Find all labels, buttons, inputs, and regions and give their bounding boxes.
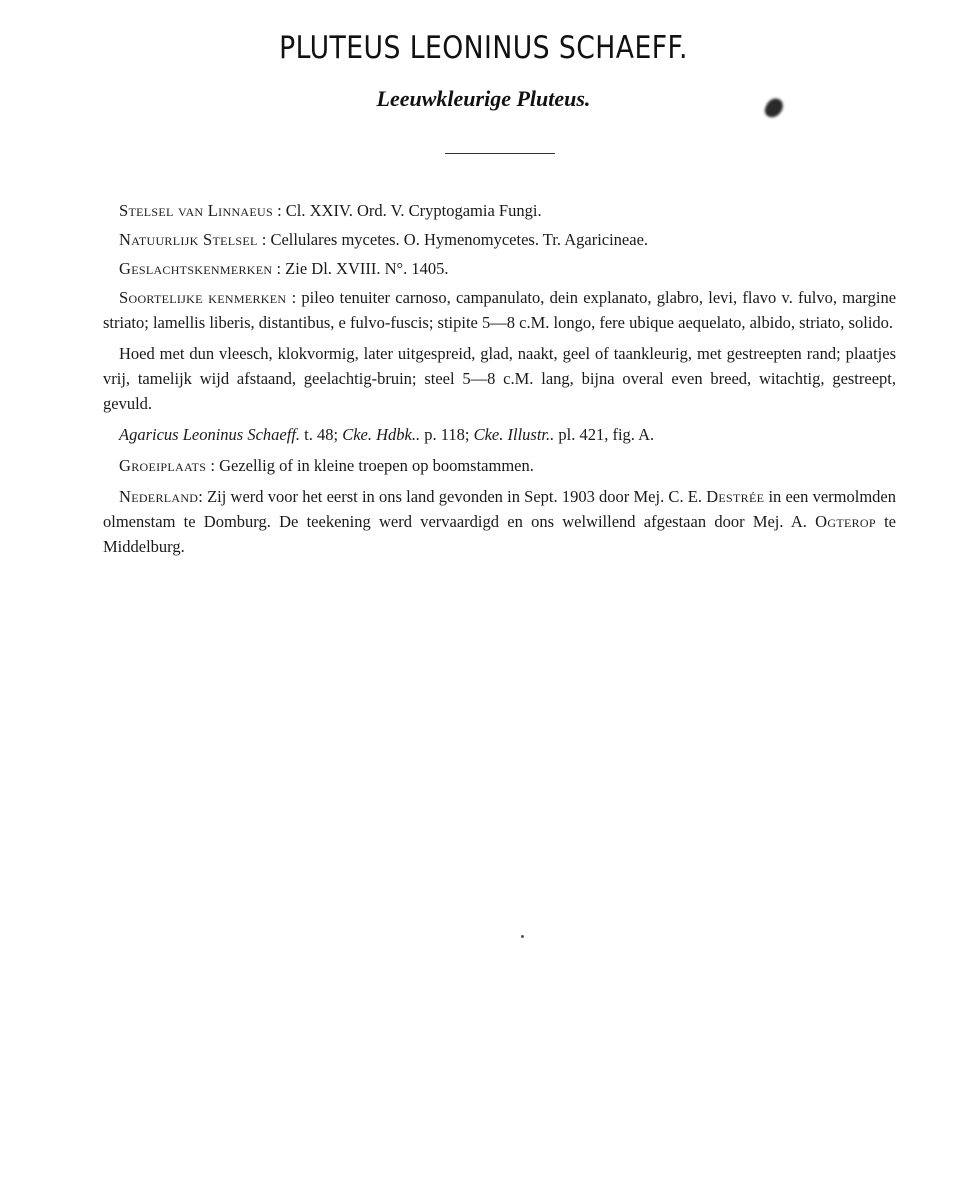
synonym-name: Agaricus Leoninus Schaeff. [119,425,301,444]
page-title: PLUTEUS LEONINUS SCHAEFF. [279,30,688,66]
synonym-ref: t. 48; [304,425,339,444]
entry-label: Soortelijke kenmerken [119,288,287,307]
synonym-ref: p. 118; [424,425,470,444]
entry-text: Zij werd voor het eerst in ons land gevonden in Sept. 1903 door Mej. C. E. [207,487,702,506]
entry-separator: : [198,487,203,506]
synonym-author: Cke. Illustr.. [473,425,555,444]
entry-label: Groeiplaats [119,456,207,475]
entry-nederland [103,484,896,559]
entry-soort [103,285,896,335]
entry-text: in een vermolmden olmenstam te Domburg. De teekening werd vervaardigd en ons welwillend afgestaan door Mej. A. [103,487,896,531]
entry-label: Geslachtskenmerken [119,259,273,278]
title-divider [445,153,555,154]
person-name: Ogterop [815,512,876,531]
entry-text: pileo tenuiter carnoso, campanulato, dein explanato, glabro, levi, flavo v. fulvo, margine striato; lamellis liberis, distantibus, e fulvo-fuscis; stipite 5—8 c.M. longo, fere ubique aequelato, albido, striato, solido. [103,288,897,332]
entry-beschrijving: Hoed met dun vleesch, klokvormig, later uitgespreid, glad, naakt, geel of taankleurig, met gestreepten rand; plaatjes vrij, tamelijk wijd afstaand, geelachtig-bruin; steel 5—8 c.M. lang, bijna overal even breed, witachtig, gestreept, gevuld. [103,344,896,413]
entry-text: Gezellig of in kleine troepen op boomstammen. [219,456,534,475]
synonym-author: Cke. Hdbk.. [342,425,421,444]
entry-separator: : [210,456,215,475]
entry-separator: : [261,230,267,249]
person-name: Destrée [706,487,765,506]
entry-text: Zie Dl. XVIII. N°. 1405. [285,259,449,278]
entry-label: Natuurlijk Stelsel [119,230,258,249]
entry-text: Cellulares mycetes. O. Hymenomycetes. Tr. Agaricineae. [270,230,649,249]
entry-groeiplaats [103,453,896,478]
entry-linnaeus [103,198,896,223]
entry-synoniem [103,422,896,447]
synonym-ref: pl. 421, fig. A. [558,425,655,444]
entry-separator: : [277,201,282,220]
entry-text: te Middelburg. [103,512,897,556]
entry-text: Cl. XXIV. Ord. V. Cryptogamia Fungi. [285,201,542,220]
page-subtitle: Leeuwkleurige Pluteus. [376,86,591,111]
speck-mark [521,935,524,938]
entry-separator: : [291,288,297,307]
document-body [103,198,896,565]
entry-separator: : [276,259,282,278]
entry-natuurlijk [103,227,896,252]
entry-geslacht [103,256,896,281]
entry-label: Stelsel van Linnaeus [119,201,273,220]
entry-label: Nederland [119,487,199,506]
